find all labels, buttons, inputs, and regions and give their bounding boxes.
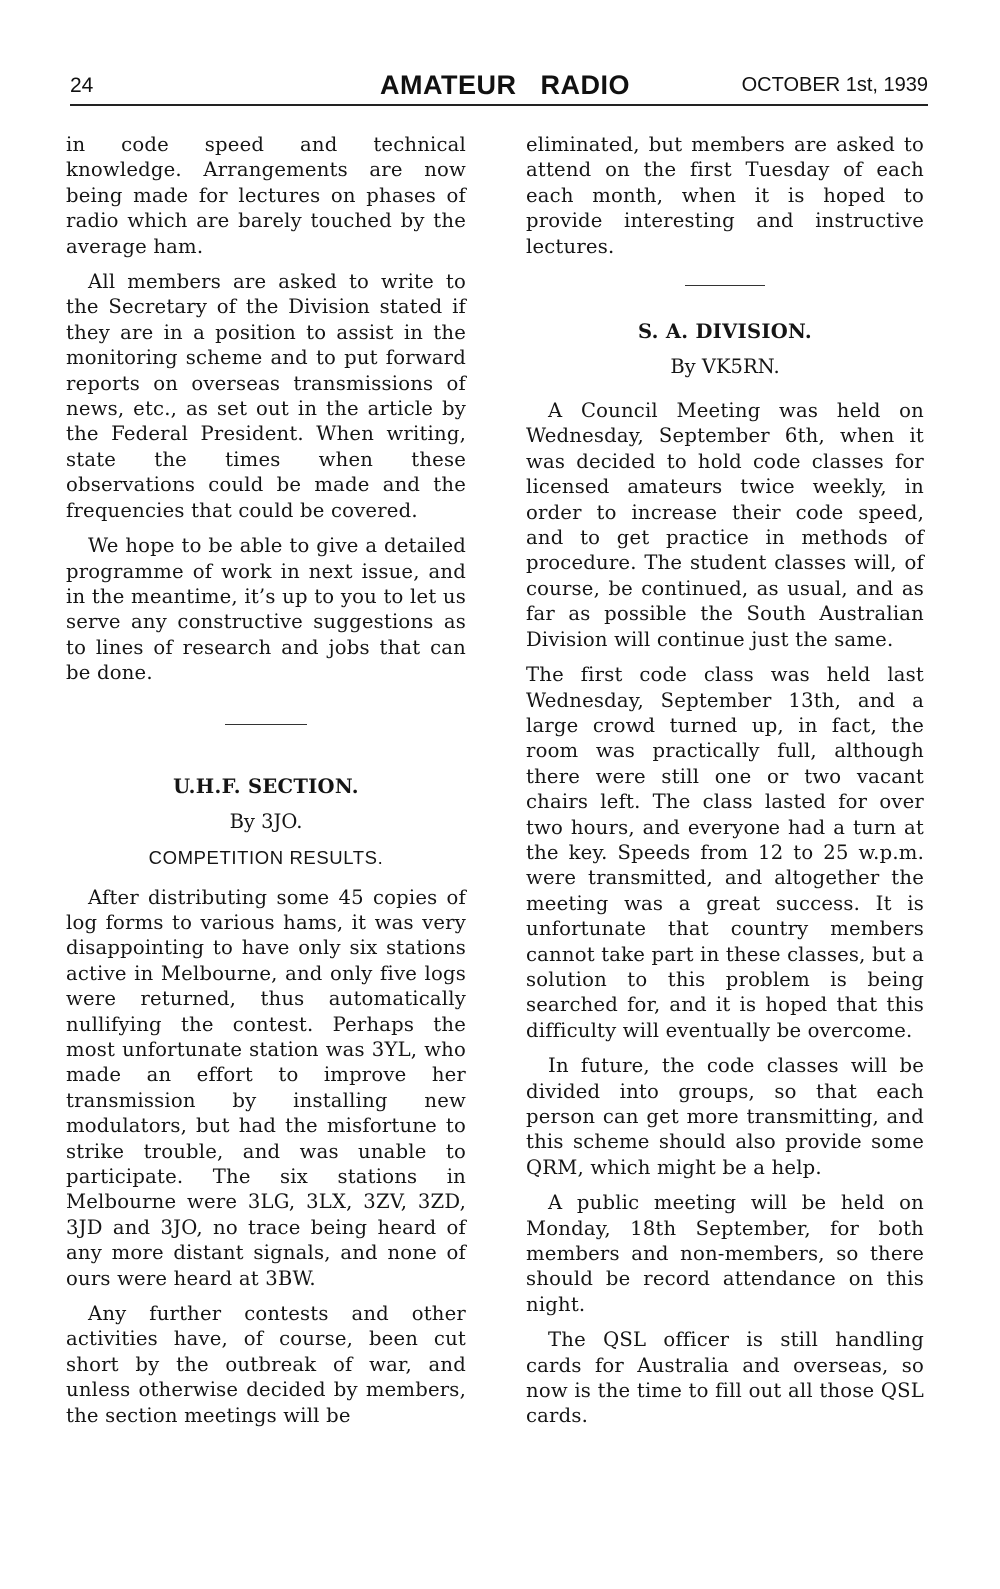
sa-paragraph-5: The QSL officer is still handling cards for Australia and overseas, so now is the time to fill out all those QSL cards. bbox=[526, 1328, 924, 1428]
section-divider bbox=[685, 285, 765, 286]
page-number: 24 bbox=[70, 74, 94, 97]
sa-paragraph-3: In future, the code classes will be divided into groups, so that each person can get more transmitting, and this scheme should also provide some QRM, which might be a help. bbox=[526, 1054, 924, 1179]
sa-paragraph-2: The first code class was held last Wednesday, September 13th, and a large crowd turned up, in fact, the room was practically full, although there were still one or two vacant chairs left. The class lasted for over two hours, and everyone had a turn at the key. Speeds from 12 to 25 w.p.m. were transmitted, and altogether the meeting was a great success. It is unfortunate that country members cannot take part in these classes, but a solution to this problem is being searched for, and it is hoped that this difficulty will eventually be overcome. bbox=[526, 663, 924, 1042]
left-paragraph-3: We hope to be able to give a detailed programme of work in next issue, and in the meantime, it’s up to you to let us serve any constructive suggestions as to lines of research and jobs that can be done. bbox=[66, 534, 466, 685]
left-paragraph-2: All members are asked to write to the Secretary of the Division stated if they are in a position to assist in the monitoring scheme and to put forward reports on overseas transmissions of news, etc., as set out in the article by the Federal President. When writing, state the times when these observations could be made and the frequencies that could be covered. bbox=[66, 270, 466, 522]
uhf-section bbox=[66, 775, 466, 1429]
left-column bbox=[66, 132, 466, 1438]
issue-date: OCTOBER 1st, 1939 bbox=[741, 74, 928, 96]
sa-paragraph-1: A Council Meeting was held on Wednesday, September 6th, when it was decided to hold code classes for licensed amateurs twice weekly, in order to increase their code speed, and to get practice in methods of procedure. The student classes will, of course, be continued, as usual, and as far as possible the South Australian Division will continue just the same. bbox=[526, 399, 924, 651]
sa-division-section bbox=[526, 320, 924, 1429]
competition-results-subheading: COMPETITION RESULTS. bbox=[148, 846, 384, 868]
uhf-section-heading: U.H.F. SECTION. bbox=[173, 774, 359, 798]
left-paragraph-1: in code speed and technical knowledge. Arrangements are now being made for lectures on phases of radio which are barely touched by the average ham. bbox=[66, 133, 466, 258]
sa-paragraph-4: A public meeting will be held on Monday, 18th September, for both members and non-members, so there should be record attendance on this night. bbox=[526, 1191, 924, 1316]
right-column bbox=[526, 132, 924, 1439]
page-header bbox=[70, 66, 928, 106]
masthead-title: AMATEUR RADIO bbox=[380, 70, 630, 100]
sa-division-heading: S. A. DIVISION. bbox=[637, 320, 812, 344]
sa-division-byline: By VK5RN. bbox=[670, 355, 780, 379]
uhf-paragraph-2: Any further contests and other activities have, of course, been cut short by the outbreak of war, and unless otherwise decided by members, the section meetings will be bbox=[66, 1302, 466, 1427]
uhf-section-byline: By 3JO. bbox=[229, 809, 303, 833]
section-divider bbox=[225, 724, 307, 725]
uhf-paragraph-1: After distributing some 45 copies of log forms to various hams, it was very disappointing to have only six stations active in Melbourne, and only five logs were returned, thus automatically nullifying the contest. Perhaps the most unfortunate station was 3YL, who made an effort to improve her transmission by installing new modulators, but had the misfortune to strike trouble, and was unable to participate. The six stations in Melbourne were 3LG, 3LX, 3ZV, 3ZD, 3JD and 3JO, no trace being heard of any more distant signals, and none of ours were heard at 3BW. bbox=[66, 885, 466, 1290]
right-paragraph-1: eliminated, but members are asked to attend on the first Tuesday of each each month, when it is hoped to provide interesting and instructive lectures. bbox=[526, 133, 924, 258]
